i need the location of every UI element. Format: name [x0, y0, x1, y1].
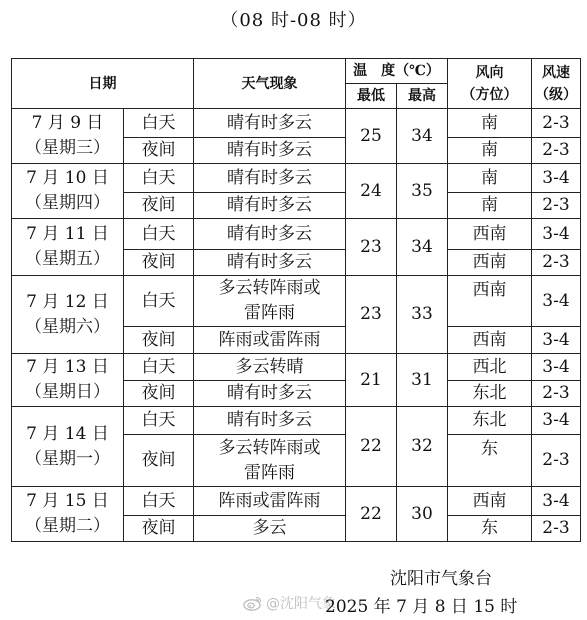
weather-cell [194, 354, 346, 381]
date-cell [12, 109, 124, 164]
table-row [12, 487, 581, 516]
period-cell: 夜间 [124, 138, 194, 164]
wind-speed-cell: 3-4 [532, 219, 581, 250]
period-cell: 白天 [124, 487, 194, 516]
table-row [12, 276, 581, 327]
period-cell: 夜间 [124, 327, 194, 354]
watermark-text: @沈阳气象 [266, 596, 336, 612]
table-header [12, 59, 581, 109]
watermark [243, 593, 336, 613]
wind-speed-cell: 2-3 [532, 250, 581, 276]
header-wind-direction-unit: （方位） [461, 86, 518, 103]
period-cell: 白天 [124, 407, 194, 435]
header-temp-high: 最高 [397, 84, 448, 109]
weather-line: 晴有时多云 [227, 112, 312, 133]
wind-speed-cell: 2-3 [532, 193, 581, 219]
temp-low-cell: 22 [346, 407, 397, 487]
wind-direction-cell: 西南 [448, 219, 532, 250]
header-temp-low: 最低 [346, 84, 397, 109]
weather-line: 多云转晴 [235, 356, 304, 377]
temp-high-cell: 31 [397, 354, 448, 407]
wind-direction-cell: 东 [448, 516, 532, 542]
temp-high-cell: 33 [397, 276, 448, 354]
period-cell: 白天 [124, 109, 194, 138]
date-label: 7 月 12 日 [26, 291, 109, 312]
header-wind-direction [448, 59, 532, 109]
date-label: 7 月 14 日 [26, 423, 109, 444]
period-cell: 白天 [124, 354, 194, 381]
weather-line: 雷阵雨 [244, 303, 295, 323]
weather-cell [194, 381, 346, 407]
date-cell [12, 407, 124, 487]
weather-line: 晴有时多云 [227, 252, 312, 272]
weather-line: 晴有时多云 [227, 410, 312, 430]
date-label: 7 月 9 日 [31, 113, 104, 133]
period-cell: 夜间 [124, 435, 194, 487]
temp-low-cell: 22 [346, 487, 397, 542]
wind-direction-cell: 西南 [448, 327, 532, 354]
date-label: 7 月 10 日 [26, 168, 109, 188]
period-cell: 夜间 [124, 381, 194, 407]
weather-line: 晴有时多云 [227, 140, 312, 160]
wind-speed-cell: 2-3 [532, 381, 581, 407]
weather-line: 晴有时多云 [227, 195, 312, 215]
temp-low-cell: 21 [346, 354, 397, 407]
wind-speed-cell: 2-3 [532, 435, 581, 487]
table-row [12, 354, 581, 381]
wind-speed-cell: 3-4 [532, 327, 581, 354]
temp-low-cell: 23 [346, 276, 397, 354]
header-date: 日期 [12, 59, 194, 109]
temp-high-cell: 34 [397, 219, 448, 276]
wind-direction-cell: 东 [448, 435, 532, 487]
temp-high-cell: 35 [397, 164, 448, 219]
period-cell: 白天 [124, 164, 194, 193]
weekday-label: （星期日） [25, 382, 110, 402]
weather-line: 多云转阵雨或 [218, 278, 321, 298]
period-cell: 夜间 [124, 250, 194, 276]
weekday-label: （星期一） [25, 448, 110, 469]
forecast-body [12, 109, 581, 542]
forecast-table [11, 58, 581, 542]
table-row [12, 164, 581, 193]
header-wind-direction-label: 风向 [475, 64, 504, 81]
table-row [12, 109, 581, 138]
weekday-label: （星期三） [25, 138, 110, 158]
date-cell [12, 354, 124, 407]
weibo-icon [243, 595, 263, 611]
weather-cell [194, 407, 346, 435]
header-weather: 天气现象 [194, 59, 346, 109]
temp-high-cell: 34 [397, 109, 448, 164]
wind-direction-cell: 西南 [448, 250, 532, 276]
header-wind-speed-label: 风速 [542, 64, 570, 81]
weather-line: 雷阵雨 [244, 462, 295, 483]
date-label: 7 月 15 日 [26, 491, 109, 511]
wind-direction-cell: 南 [448, 109, 532, 138]
weekday-label: （星期六） [25, 316, 110, 337]
wind-speed-cell: 3-4 [532, 276, 581, 327]
weather-line: 晴有时多云 [227, 383, 312, 403]
wind-direction-cell: 东北 [448, 381, 532, 407]
date-cell [12, 164, 124, 219]
header-temperature: 温 度（℃） [346, 59, 448, 84]
weather-line: 阵雨或雷阵雨 [218, 490, 321, 511]
weather-line: 晴有时多云 [227, 223, 312, 244]
wind-direction-cell: 南 [448, 193, 532, 219]
weather-cell [194, 138, 346, 164]
weekday-label: （星期四） [25, 193, 110, 213]
header-wind-speed [532, 59, 581, 109]
date-label: 7 月 13 日 [26, 357, 109, 377]
period-cell: 白天 [124, 276, 194, 327]
issuing-office: 沈阳市气象台 [390, 569, 492, 589]
date-label: 7 月 11 日 [26, 224, 109, 244]
wind-direction-cell: 南 [448, 138, 532, 164]
weekday-label: （星期五） [25, 249, 110, 269]
temp-low-cell: 23 [346, 219, 397, 276]
weather-cell [194, 164, 346, 193]
weather-line: 多云转阵雨或 [218, 437, 321, 458]
wind-speed-cell: 2-3 [532, 109, 581, 138]
wind-direction-cell: 西南 [448, 276, 532, 327]
wind-direction-cell: 西北 [448, 354, 532, 381]
temp-high-cell: 32 [397, 407, 448, 487]
header-wind-speed-unit: （级） [535, 86, 577, 103]
weather-cell [194, 276, 346, 327]
weather-cell [194, 487, 346, 516]
date-cell [12, 219, 124, 276]
weather-cell [194, 109, 346, 138]
weather-cell [194, 435, 346, 487]
table-row [12, 219, 581, 250]
weather-line: 阵雨或雷阵雨 [218, 329, 321, 350]
weather-cell [194, 250, 346, 276]
wind-direction-cell: 东北 [448, 407, 532, 435]
date-cell [12, 487, 124, 542]
wind-speed-cell: 3-4 [532, 407, 581, 435]
table-row [12, 407, 581, 435]
wind-speed-cell: 3-4 [532, 164, 581, 193]
wind-direction-cell: 南 [448, 164, 532, 193]
period-cell: 白天 [124, 219, 194, 250]
wind-speed-cell: 3-4 [532, 487, 581, 516]
weather-line: 晴有时多云 [227, 167, 312, 188]
period-cell: 夜间 [124, 516, 194, 542]
weather-cell [194, 516, 346, 542]
date-cell [12, 276, 124, 354]
issue-time: 2025 年 7 月 8 日 15 时 [325, 597, 518, 617]
wind-speed-cell: 2-3 [532, 138, 581, 164]
weather-line: 多云 [252, 518, 287, 538]
wind-direction-cell: 西南 [448, 487, 532, 516]
weather-cell [194, 327, 346, 354]
temp-high-cell: 30 [397, 487, 448, 542]
weekday-label: （星期二） [25, 516, 110, 536]
temp-low-cell: 25 [346, 109, 397, 164]
temp-low-cell: 24 [346, 164, 397, 219]
weather-cell [194, 193, 346, 219]
wind-speed-cell: 2-3 [532, 516, 581, 542]
wind-speed-cell: 3-4 [532, 354, 581, 381]
table-subtitle: （08 时-08 时） [220, 10, 367, 31]
weather-cell [194, 219, 346, 250]
period-cell: 夜间 [124, 193, 194, 219]
